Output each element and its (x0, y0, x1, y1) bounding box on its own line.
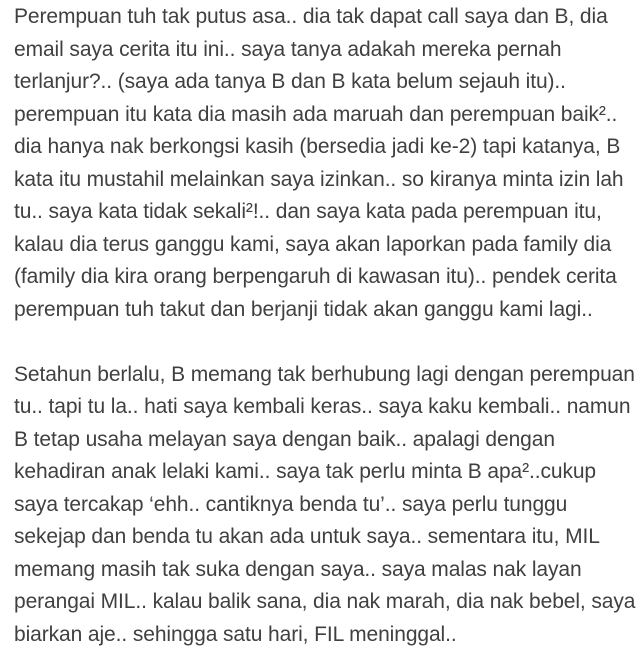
text-line: Setahun berlalu, B memang tak berhubung lagi dengan perempuan (14, 362, 635, 386)
paragraph-2 (14, 359, 635, 651)
text-line: B tetap usaha melayan saya dengan baik.. apalagi dengan (14, 427, 555, 451)
text-line: terlanjur?.. (saya ada tanya B dan B kata belum sejauh itu).. (14, 70, 566, 93)
text-line: biarkan aje.. sehingga satu hari, FIL meninggal.. (14, 622, 457, 646)
text-line: perangai MIL.. kalau balik sana, dia nak marah, dia nak bebel, saya (14, 590, 636, 613)
text-line: tu.. tapi tu la.. hati saya kembali keras.. saya kaku kembali.. namun (14, 395, 631, 418)
text-line: (family dia kira orang berpengaruh di kawasan itu).. pendek cerita (14, 265, 617, 288)
text-line: sekejap dan benda tu akan ada untuk saya.. sementara itu, MIL (14, 525, 600, 548)
text-line: tu.. saya kata tidak sekali²!.. dan saya kata pada perempuan itu, (14, 200, 602, 223)
text-line: memang masih tak suka dengan saya.. saya malas nak layan (14, 557, 582, 581)
text-line: dia hanya nak berkongsi kasih (bersedia jadi ke-2) tapi katanya, B (14, 135, 621, 158)
paragraph-1 (14, 1, 635, 326)
text-line: perempuan tuh takut dan berjanji tidak akan ganggu kami lagi.. (14, 297, 593, 321)
text-line: kehadiran anak lelaki kami.. saya tak perlu minta B apa²..cukup (14, 460, 597, 483)
text-line: perempuan itu kata dia masih ada maruah dan perempuan baik².. (14, 102, 618, 126)
text-line: Perempuan tuh tak putus asa.. dia tak dapat call saya dan B, dia (14, 5, 608, 28)
text-line: kalau dia terus ganggu kami, saya akan laporkan pada family dia (14, 232, 612, 256)
text-line: saya tercakap ‘ehh.. cantiknya benda tu’.. saya perlu tunggu (14, 492, 568, 516)
text-line: email saya cerita itu ini.. saya tanya adakah mereka pernah (14, 37, 562, 61)
text-line: kata itu mustahil melainkan saya izinkan.. so kiranya minta izin lah (14, 167, 624, 191)
